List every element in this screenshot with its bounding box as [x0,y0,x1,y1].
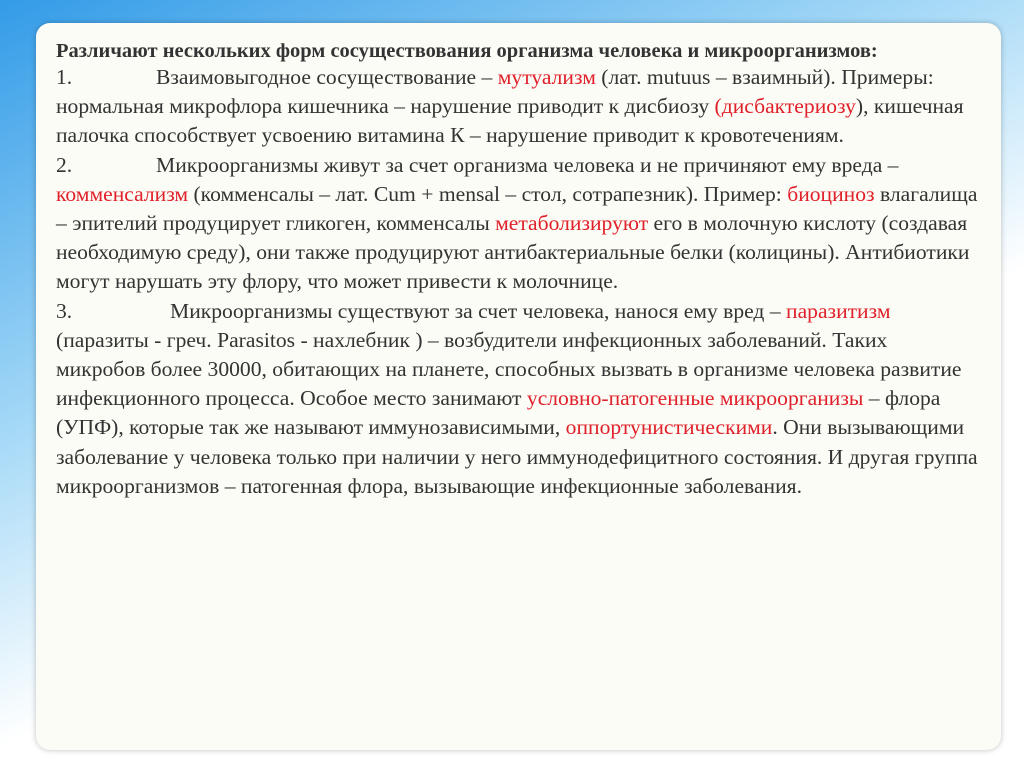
item-text: (паразиты - греч. Parasitos - нахлебник ) – возбудители инфекционных заболеваний. Таких микробов более 30000, обитающих на планете, способных вызвать в организме человека развитие инфекционного процесса. Особое место занимают [56,327,962,411]
slide-heading: Различают нескольких форм сосуществования организма человека и микроорганизмов: [56,40,878,62]
term-highlight: условно-патогенные микроорганизы [526,386,864,411]
item-number: 1. [56,65,73,89]
slide-content-panel [36,23,1001,750]
list-item-2 [56,151,981,297]
item-text: Микроорганизмы существуют за счет человека, нанося ему вред – [170,298,787,323]
item-text: влагалища – эпителий продуцирует гликоген, комменсалы [56,181,978,236]
term-highlight: мутуализм [497,65,596,89]
item-text: ), кишечная палочка способствует усвоению витамина К – нарушение приводит к кровотечениям. [56,94,964,148]
item-text: (комменсалы – лат. Cum + mensal – стол, сотрапезник). Пример: [188,181,788,206]
term-highlight: (дисбактериозу [714,94,856,119]
list-item-1 [56,63,981,151]
term-highlight: оппортунистическими [565,415,773,440]
item-text: Взаимовыгодное сосуществование – [156,65,498,89]
item-text: (лат. mutuus – взаимный). Примеры: нормальная микрофлора кишечника – нарушение приводит к дисбиозу [56,65,934,119]
slide-text [56,39,981,501]
list-item-3 [56,297,981,501]
item-text: – флора (УПФ), которые так же называют иммунозависимыми, [56,386,941,440]
item-text: . Они вызывающими заболевание у человека только при наличии у него иммунодефицитного состояния. И другая группа микроорганизмов – патогенная флора, вызывающие инфекционные заболевания. [56,415,978,498]
term-highlight: биоциноз [787,181,875,206]
item-number: 3. [56,298,73,323]
item-text: Микроорганизмы живут за счет организма человека и не причиняют ему вреда – [156,152,899,177]
term-highlight: метаболизируют [495,211,649,236]
term-highlight: паразитизм [786,298,891,323]
item-text: его в молочную кислоту (создавая необходимую среду), они также продуцируют антибактериальные белки (колицины). Антибиотики могут нарушать эту флору, что может привести к молочнице. [56,211,970,294]
term-highlight: комменсализм [56,181,189,206]
item-number: 2. [56,152,73,177]
